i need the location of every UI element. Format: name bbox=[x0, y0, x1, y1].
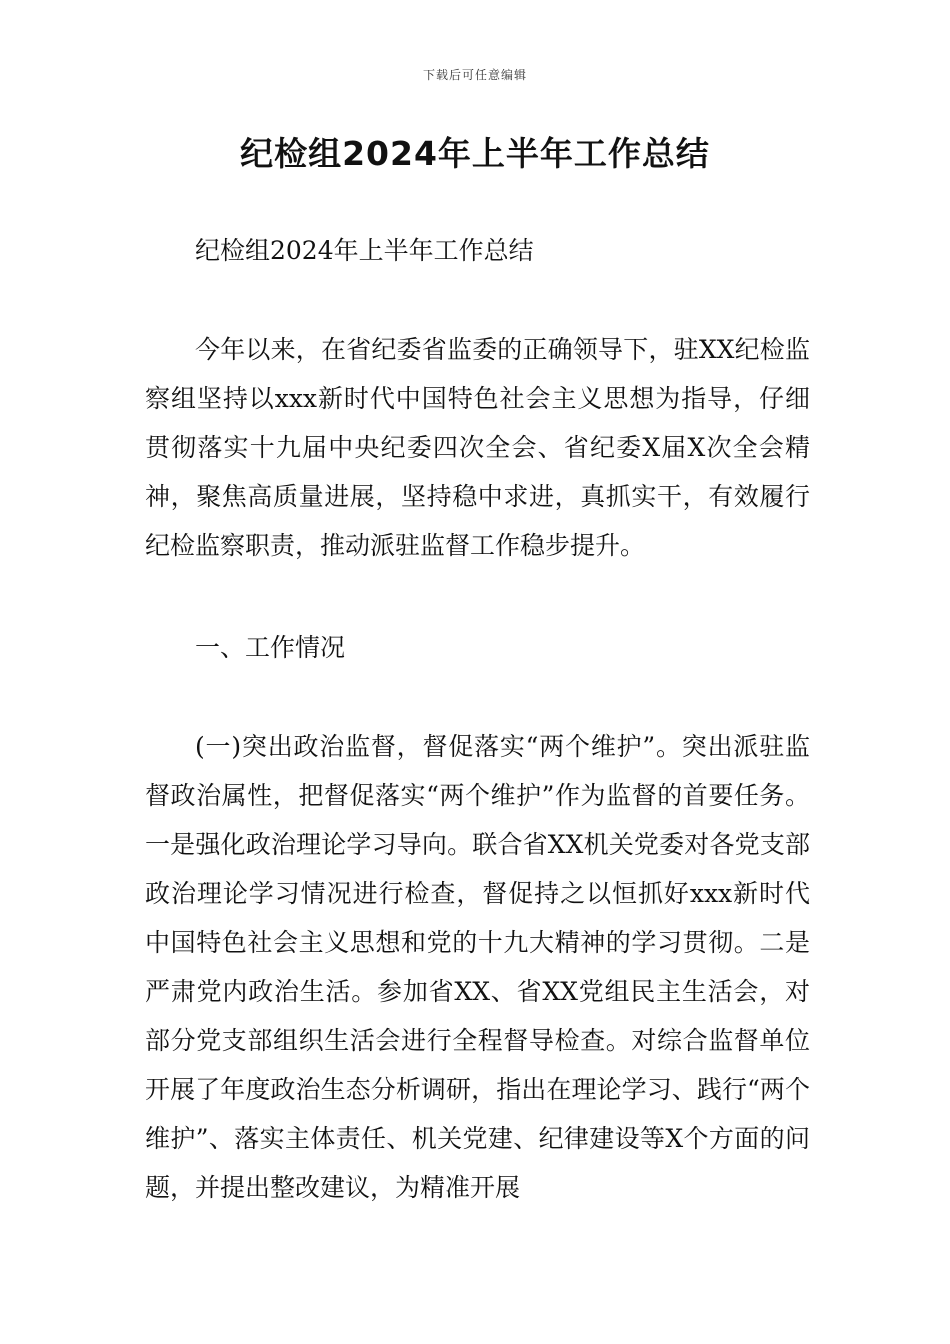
paragraph-political-supervision: (一)突出政治监督，督促落实“两个维护”。突出派驻监督政治属性，把督促落实“两个维护”作为监督的首要任务。一是强化政治理论学习导向。联合省XX机关党委对各党支部政治理论学习情况进行检查，督促持之以恒抓好xxx新时代中国特色社会主义思想和党的十九大精神的学习贯彻。二是严肃党内政治生活。参加省XX、省XX党组民主生活会，对部分党支部组织生活会进行全程督导检查。对综合监督单位开展了年度政治生态分析调研，指出在理论学习、践行“两个维护”、落实主体责任、机关党建、纪律建设等X个方面的问题，并提出整改建议，为精准开展 bbox=[145, 732, 810, 1202]
section-heading: 一、工作情况 bbox=[195, 633, 346, 662]
paragraph-intro: 今年以来，在省纪委省监委的正确领导下，驻XX纪检监察组坚持以xxx新时代中国特色社会主义思想为指导，仔细贯彻落实十九届中央纪委四次全会、省纪委X届X次全会精神，聚焦高质量进展，坚持稳中求进，真抓实干，有效履行纪检监察职责，推动派驻监督工作稳步提升。 bbox=[145, 335, 810, 560]
document-subtitle: 纪检组2024年上半年工作总结 bbox=[195, 236, 534, 265]
header-note: 下载后可任意编辑 bbox=[422, 68, 527, 82]
document-title: 纪检组2024年上半年工作总结 bbox=[240, 134, 710, 173]
